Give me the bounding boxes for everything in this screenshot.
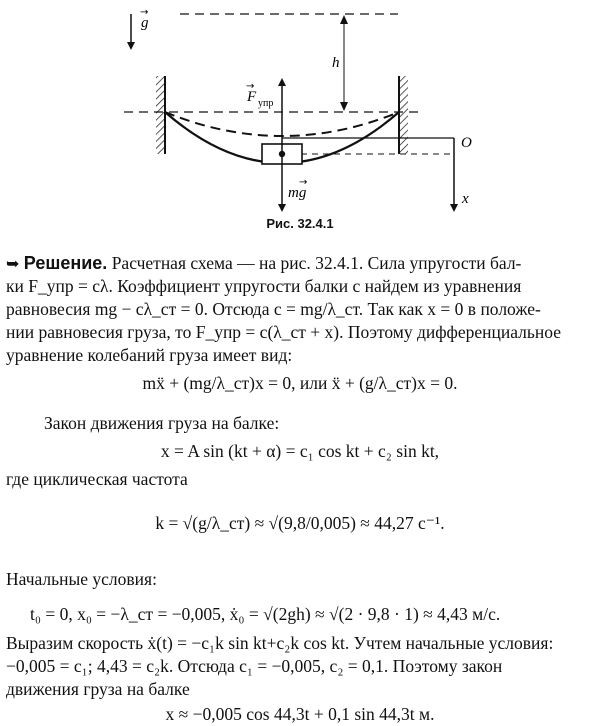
mg-label: mg [288,185,307,201]
g-label: g [141,15,149,31]
solution-line-3: равновесия mg − cλ_ст = 0. Отсюда c = mg/λ_ст. Так как x = 0 в положе- [6,299,541,319]
solution-line-2: ки F_упр = cλ. Коэффициент упругости балки c найдем из уравнения [6,276,522,296]
solution-line-1 [6,252,594,276]
law-heading: Закон движения груза на балке: [44,413,280,433]
solution-line-9: Выразим скорость ẋ(t) = −c₁k sin kt+c₂k cos kt. Учтем начальные условия: [6,633,554,653]
equation-frequency: k = √(g/λ_ст) ≈ √(9,8/0,005) ≈ 44,27 c⁻¹. [155,513,445,533]
equation-motion: mẍ + (mg/λ_ст)x = 0, или ẍ + (g/λ_ст)x = 0. [142,373,458,393]
solution-line-4: нии равновесия груза, то F_упр = c(λ_ст + x). Поэтому дифференциальное [6,322,561,342]
equation-final: x ≈ −0,005 cos 44,3t + 0,1 sin 44,3t м. [165,704,435,724]
svg-text:→: → [246,81,255,92]
equation-law: x = A sin (kt + α) = c₁ cos kt + c₂ sin kt, [160,441,440,461]
figure-caption: Рис. 32.4.1 [266,216,334,231]
g-vector-mark: → [140,7,149,18]
h-label: h [332,55,340,71]
beam-figure [0,0,600,245]
solution-text-1: Расчетная схема — на рис. 32.4.1. Сила упругости бал- [111,253,522,273]
equation-initial: t₀ = 0, x₀ = −λ_ст = −0,005, ẋ₀ = √(2gh) ≈ √(2 · 9,8 · 1) ≈ 4,43 м/с. [30,604,501,624]
f-subscript: упр [258,98,274,109]
solution-line-11: движения груза на балке [6,679,190,699]
left-wall [156,76,165,154]
solution-heading: Решение. [23,253,108,273]
solution-line-5: уравнение колебаний груза имеет вид: [6,345,293,365]
frequency-heading: где циклическая частота [6,469,188,489]
solution-line-10: −0,005 = c₁; 4,43 = c₂k. Отсюда c₁ = −0,005, c₂ = 0,1. Поэтому закон [6,656,503,676]
right-wall [399,76,408,154]
svg-text:→: → [299,177,308,188]
x-axis-label: x [462,191,469,207]
f-label: F [247,89,257,105]
solution-arrow-icon: ➥ [6,256,20,273]
o-label: O [461,135,472,151]
initial-conditions-heading: Начальные условия: [6,569,157,589]
